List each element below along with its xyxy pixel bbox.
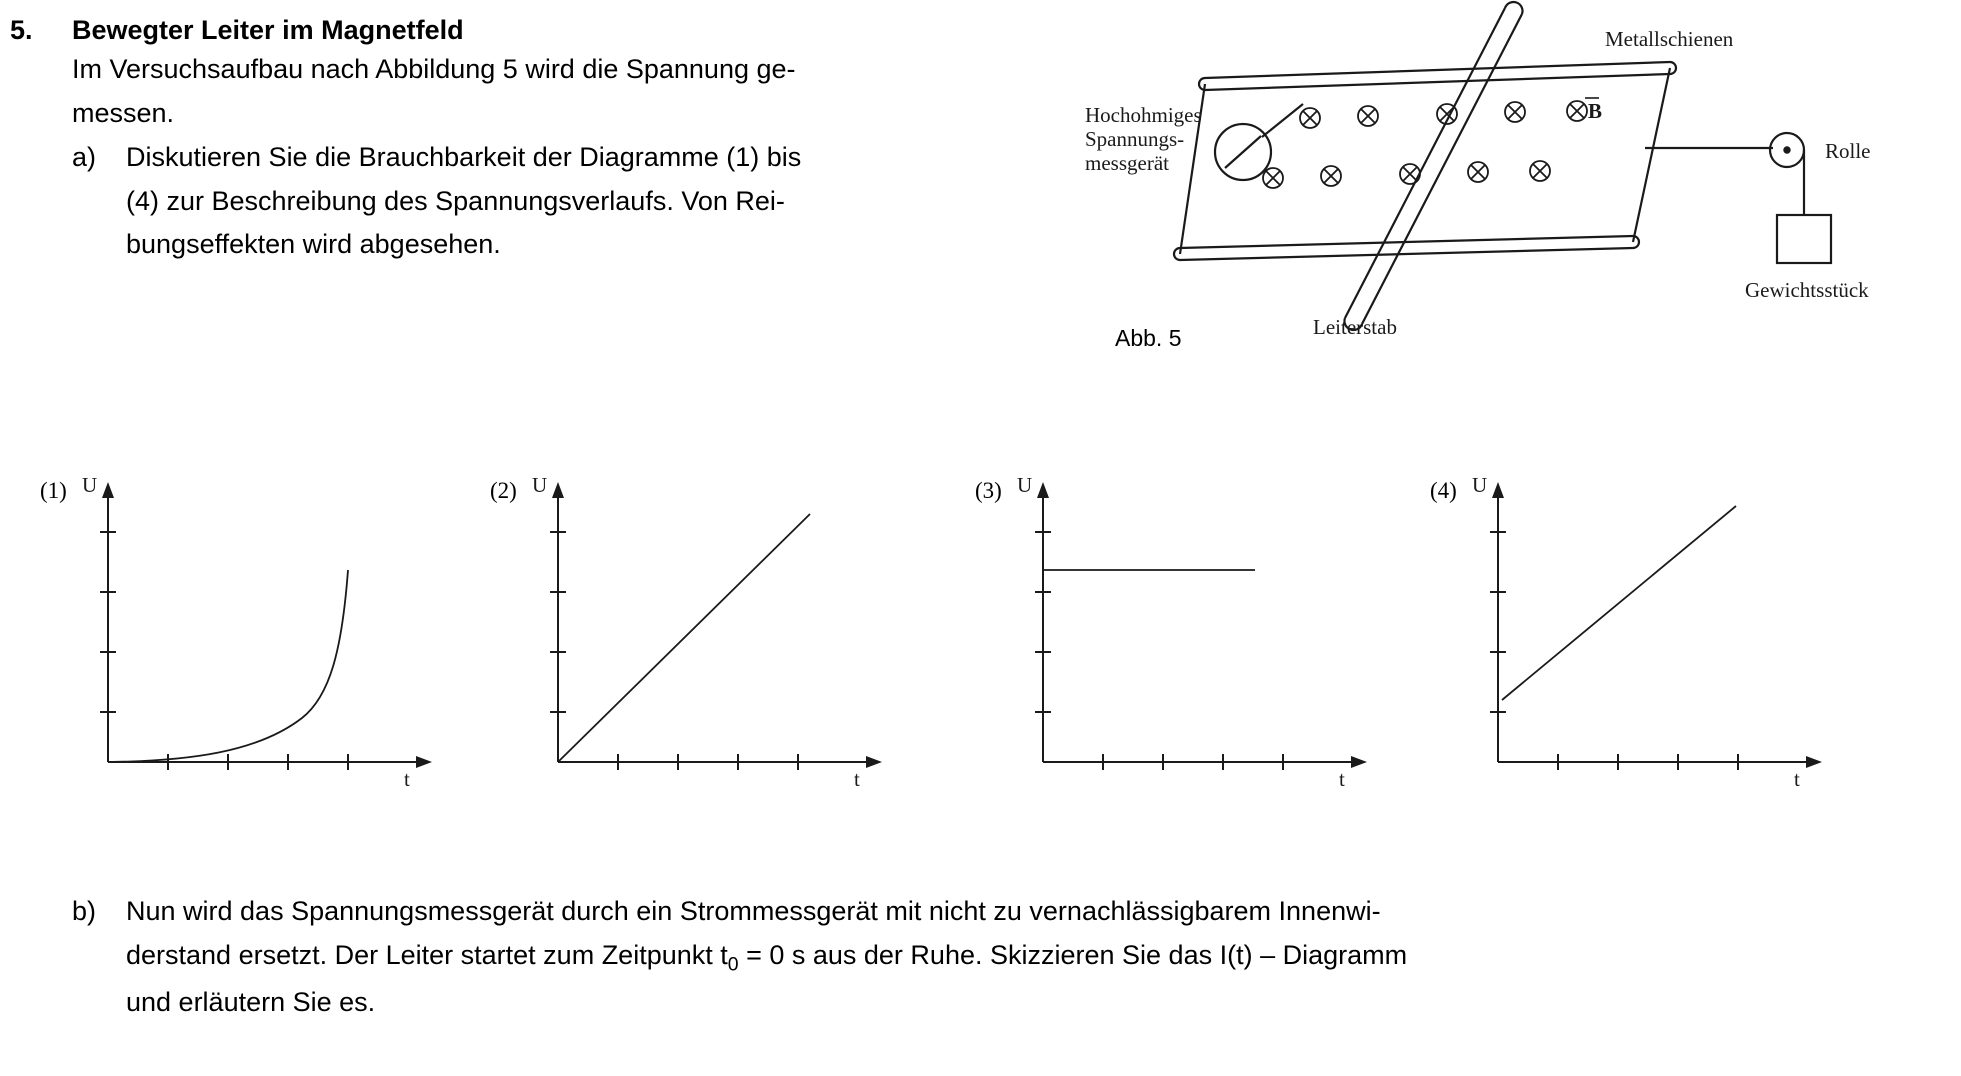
diagram-3-ylabel: U xyxy=(1017,473,1033,497)
diagram-2-label: (2) xyxy=(490,478,517,503)
task-item-a-label: a) xyxy=(72,141,97,172)
diagram-2-ylabel: U xyxy=(532,473,548,497)
task-item-a-line-1: Diskutieren Sie die Brauchbarkeit der Diagramme (1) bis xyxy=(126,141,802,172)
field-cross xyxy=(1263,101,1587,188)
task-item-b-line-1: Nun wird das Spannungsmessgerät durch ein Strommessgerät mit nicht zu vernachlässigbarem Innenwi- xyxy=(126,896,1381,926)
task-item-a-line-2: (4) zur Beschreibung des Spannungsverlaufs. Von Rei- xyxy=(126,185,785,216)
label-leiterstab: Leiterstab xyxy=(1313,315,1397,339)
task-item-b-subscript: 0 xyxy=(727,953,739,976)
task-item-a xyxy=(72,136,1047,267)
label-meter-line-1: Hochohmiges xyxy=(1085,103,1202,127)
task-heading xyxy=(10,12,1080,48)
diagram-1-label: (1) xyxy=(40,478,67,503)
diagram-1-ylabel: U xyxy=(82,473,98,497)
diagram-2-xlabel: t xyxy=(854,767,860,790)
task-item-b-line-2-pre: derstand ersetzt. Der Leiter startet zum Zeitpunkt t xyxy=(126,939,728,970)
task-title: Bewegter Leiter im Magnetfeld xyxy=(72,15,464,45)
task-intro-line-1: Im Versuchsaufbau nach Abbildung 5 wird die Spannung ge- xyxy=(72,54,796,85)
diagram-3-label: (3) xyxy=(975,478,1002,503)
task-item-b xyxy=(72,890,1872,1024)
label-gewichtsstueck: Gewichtsstück xyxy=(1745,278,1869,302)
label-rolle: Rolle xyxy=(1825,139,1871,163)
figure-5-caption: Abb. 5 xyxy=(1115,325,1182,351)
task-item-b-text xyxy=(126,890,1872,1024)
diagram-4-label: (4) xyxy=(1430,478,1457,503)
diagram-1-xlabel: t xyxy=(404,767,410,790)
label-b-field: B xyxy=(1588,99,1603,123)
diagram-row xyxy=(0,470,1961,830)
label-metallschienen: Metallschienen xyxy=(1605,27,1734,51)
task-5-block xyxy=(10,12,1080,267)
diagram-4-xlabel: t xyxy=(1794,767,1800,790)
task-number: 5. xyxy=(10,15,33,45)
task-intro-line-2: messen. xyxy=(72,98,175,129)
task-item-a-text xyxy=(126,136,1047,267)
task-item-a-line-3: bungseffekten wird abgesehen. xyxy=(126,229,501,260)
task-item-b-line-3: und erläutern Sie es. xyxy=(126,986,376,1017)
figure-5-apparatus xyxy=(1085,0,1950,360)
label-meter-line-2: Spannungs- xyxy=(1085,127,1185,151)
diagram-1 xyxy=(30,470,500,800)
task-item-b-line-2 xyxy=(126,939,1408,976)
diagram-3 xyxy=(965,470,1435,800)
task-item-b-label: b) xyxy=(72,896,97,926)
diagram-3-xlabel: t xyxy=(1339,767,1345,790)
diagram-4 xyxy=(1420,470,1890,800)
label-meter-line-3: messgerät xyxy=(1085,151,1169,175)
task-item-b-line-2-post: = 0 s aus der Ruhe. Skizzieren Sie das I(t) – Diagramm xyxy=(738,939,1408,970)
diagram-2 xyxy=(480,470,950,800)
diagram-4-ylabel: U xyxy=(1472,473,1488,497)
